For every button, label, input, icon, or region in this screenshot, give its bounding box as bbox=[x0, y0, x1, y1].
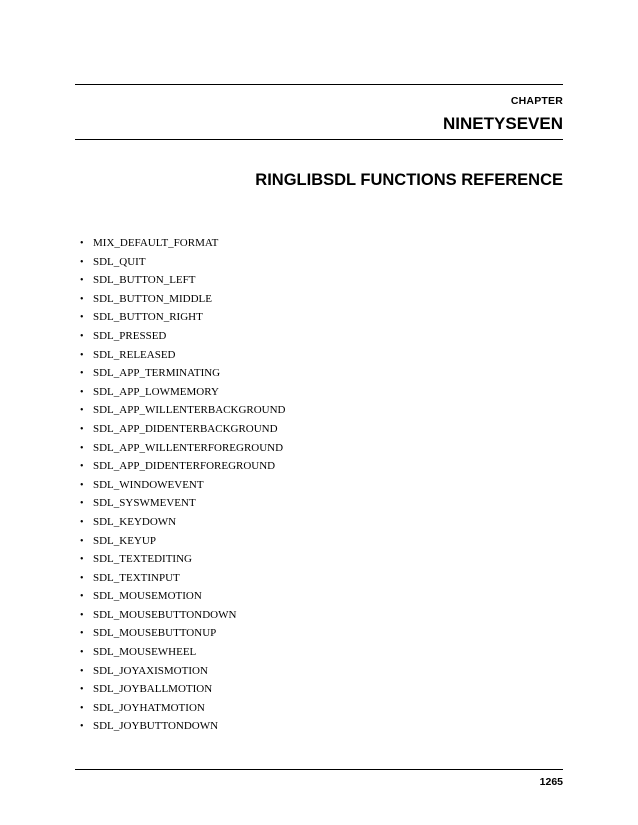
function-name-link[interactable]: SDL_APP_WILLENTERFOREGROUND bbox=[93, 441, 284, 454]
bullet-icon: • bbox=[80, 386, 84, 398]
section-title: RINGLIBSDL FUNCTIONS REFERENCE bbox=[255, 171, 563, 189]
bullet-icon: • bbox=[80, 238, 84, 249]
function-name-link[interactable]: SDL_PRESSED bbox=[93, 329, 167, 342]
function-name-link[interactable]: SDL_JOYHATMOTION bbox=[93, 701, 205, 714]
bullet-icon: • bbox=[80, 368, 84, 380]
bullet-icon: • bbox=[80, 628, 84, 640]
list-item[interactable] bbox=[80, 271, 286, 290]
chapter-number: NINETYSEVEN bbox=[443, 114, 563, 133]
function-name-link[interactable]: SDL_MOUSEWHEEL bbox=[93, 646, 197, 659]
function-name-link[interactable]: SDL_APP_WILLENTERBACKGROUND bbox=[93, 404, 286, 417]
list-item[interactable] bbox=[80, 290, 286, 309]
function-name-link[interactable]: SDL_TEXTINPUT bbox=[93, 571, 180, 584]
bullet-icon: • bbox=[80, 256, 84, 268]
list-item[interactable] bbox=[80, 587, 286, 606]
function-name-link[interactable]: SDL_KEYUP bbox=[93, 534, 156, 547]
bullet-icon: • bbox=[80, 535, 84, 547]
function-name-link[interactable]: SDL_WINDOWEVENT bbox=[93, 478, 204, 491]
list-item[interactable] bbox=[80, 439, 286, 458]
list-item[interactable] bbox=[80, 494, 286, 513]
list-item[interactable] bbox=[80, 643, 286, 662]
list-item[interactable] bbox=[80, 606, 286, 625]
function-name-link[interactable]: SDL_JOYAXISMOTION bbox=[93, 664, 208, 677]
function-list bbox=[80, 234, 286, 736]
bullet-icon: • bbox=[80, 461, 84, 473]
bullet-icon: • bbox=[80, 721, 84, 733]
function-name-link[interactable]: SDL_JOYBUTTONDOWN bbox=[93, 720, 219, 733]
bullet-icon: • bbox=[80, 702, 84, 714]
list-item[interactable] bbox=[80, 662, 286, 681]
page-number: 1265 bbox=[539, 776, 563, 788]
list-item[interactable] bbox=[80, 327, 286, 346]
list-item[interactable] bbox=[80, 253, 286, 272]
list-item[interactable] bbox=[80, 569, 286, 588]
list-item[interactable] bbox=[80, 513, 286, 532]
list-item[interactable] bbox=[80, 476, 286, 495]
function-name-link[interactable]: SDL_APP_DIDENTERFOREGROUND bbox=[93, 460, 276, 473]
bullet-icon: • bbox=[80, 554, 84, 566]
function-name-link[interactable]: MIX_DEFAULT_FORMAT bbox=[93, 237, 219, 249]
list-item[interactable] bbox=[80, 364, 286, 383]
bullet-icon: • bbox=[80, 405, 84, 417]
list-item[interactable] bbox=[80, 346, 286, 365]
function-name-link[interactable]: SDL_QUIT bbox=[93, 255, 146, 268]
list-item[interactable] bbox=[80, 383, 286, 402]
function-name-link[interactable]: SDL_APP_LOWMEMORY bbox=[93, 385, 219, 398]
list-item[interactable] bbox=[80, 308, 286, 327]
list-item[interactable] bbox=[80, 420, 286, 439]
chapter-bottom-rule bbox=[75, 139, 563, 140]
function-name-link[interactable]: SDL_MOUSEBUTTONDOWN bbox=[93, 608, 237, 621]
chapter-top-rule bbox=[75, 84, 563, 85]
bullet-icon: • bbox=[80, 423, 84, 435]
function-name-link[interactable]: SDL_KEYDOWN bbox=[93, 515, 177, 528]
bullet-icon: • bbox=[80, 442, 84, 454]
list-item[interactable] bbox=[80, 699, 286, 718]
function-name-link[interactable]: SDL_MOUSEMOTION bbox=[93, 590, 202, 603]
bullet-icon: • bbox=[80, 330, 84, 342]
list-item[interactable] bbox=[80, 401, 286, 420]
function-name-link[interactable]: SDL_MOUSEBUTTONUP bbox=[93, 627, 217, 640]
bullet-icon: • bbox=[80, 684, 84, 696]
function-name-link[interactable]: SDL_BUTTON_MIDDLE bbox=[93, 292, 212, 305]
footer-rule bbox=[75, 769, 563, 770]
bullet-icon: • bbox=[80, 516, 84, 528]
bullet-icon: • bbox=[80, 665, 84, 677]
function-name-link[interactable]: SDL_RELEASED bbox=[93, 348, 176, 361]
function-name-link[interactable]: SDL_JOYBALLMOTION bbox=[93, 683, 213, 696]
function-name-link[interactable]: SDL_TEXTEDITING bbox=[93, 553, 192, 566]
function-name-link[interactable]: SDL_APP_DIDENTERBACKGROUND bbox=[93, 422, 278, 435]
bullet-icon: • bbox=[80, 275, 84, 287]
list-item[interactable] bbox=[80, 234, 286, 253]
function-name-link[interactable]: SDL_SYSWMEVENT bbox=[93, 497, 196, 510]
list-item[interactable] bbox=[80, 624, 286, 643]
bullet-icon: • bbox=[80, 498, 84, 510]
list-item[interactable] bbox=[80, 532, 286, 551]
bullet-icon: • bbox=[80, 293, 84, 305]
list-item[interactable] bbox=[80, 550, 286, 569]
bullet-icon: • bbox=[80, 479, 84, 491]
bullet-icon: • bbox=[80, 312, 84, 324]
function-name-link[interactable]: SDL_BUTTON_LEFT bbox=[93, 274, 196, 287]
list-item[interactable] bbox=[80, 680, 286, 699]
bullet-icon: • bbox=[80, 572, 84, 584]
chapter-label: CHAPTER bbox=[510, 95, 563, 107]
bullet-icon: • bbox=[80, 591, 84, 603]
bullet-icon: • bbox=[80, 647, 84, 659]
function-name-link[interactable]: SDL_APP_TERMINATING bbox=[93, 367, 221, 380]
function-name-link[interactable]: SDL_BUTTON_RIGHT bbox=[93, 311, 203, 324]
bullet-icon: • bbox=[80, 349, 84, 361]
list-item[interactable] bbox=[80, 457, 286, 476]
bullet-icon: • bbox=[80, 609, 84, 621]
list-item[interactable] bbox=[80, 717, 286, 736]
